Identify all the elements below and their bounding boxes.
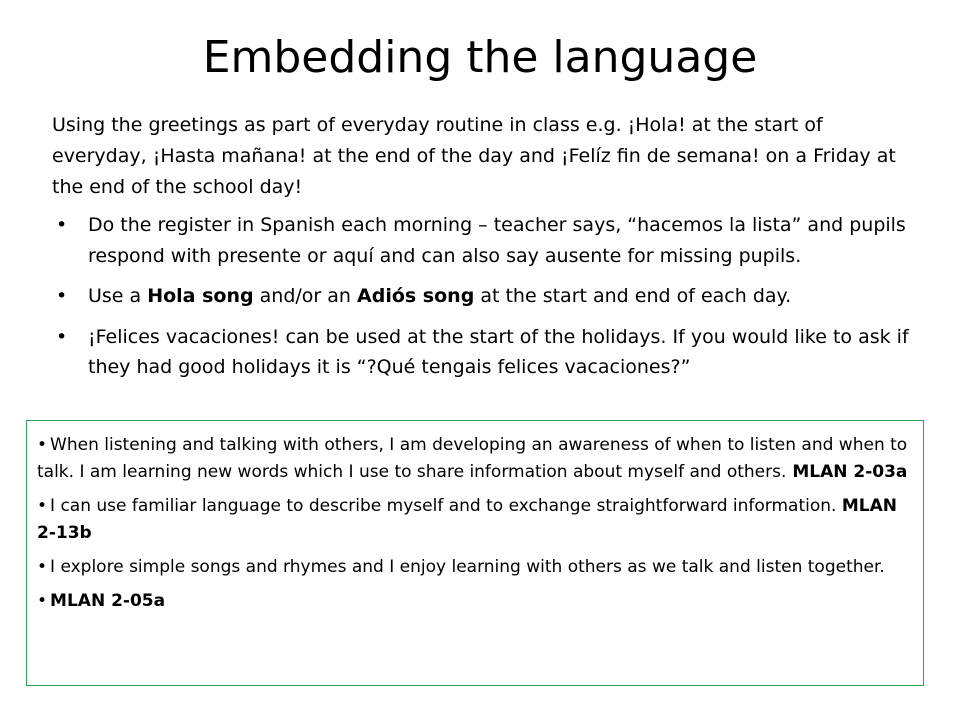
bullet-text-post: at the start and end of each day.	[474, 285, 792, 307]
bullet-icon: •	[37, 435, 48, 455]
bullet-text: ¡Felices vacaciones! can be used at the start of the holidays. If you would like to ask if they had good holidays it is “?Qué tengais felices vacaciones?”	[88, 325, 909, 378]
outcome-text: I explore simple songs and rhymes and I enjoy learning with others as we talk and listen together.	[50, 557, 885, 577]
outcome-item	[37, 493, 913, 547]
outcome-text: I can use familiar language to describe myself and to exchange straightforward information.	[50, 496, 842, 516]
outcome-item	[37, 432, 913, 486]
bullet-icon: •	[56, 325, 68, 348]
bullet-item-songs	[52, 281, 914, 312]
intro-paragraph: Using the greetings as part of everyday routine in class e.g. ¡Hola! at the start of everyday, ¡Hasta mañana! at the end of the day and ¡Felíz fin de semana! on a Friday at the end of the school day!	[52, 114, 896, 198]
outcome-code: MLAN 2-05a	[50, 591, 166, 611]
bullet-bold-hola-song: Hola song	[147, 285, 254, 307]
bullet-icon: •	[56, 285, 68, 307]
bullet-list	[52, 210, 914, 393]
outcome-text: When listening and talking with others, I am developing an awareness of when to listen and when to talk. I am learning new words which I use to share information about myself and others.	[37, 435, 908, 482]
outcome-code: MLAN 2-13b	[37, 496, 897, 543]
outcomes-box	[26, 420, 924, 686]
bullet-text-pre: Use a	[88, 285, 148, 307]
bullet-icon: •	[56, 214, 68, 236]
outcome-item	[37, 554, 913, 581]
bullet-icon: •	[37, 557, 48, 577]
outcome-code: MLAN 2-03a	[786, 462, 908, 482]
bullet-item-holidays	[52, 322, 914, 383]
bullet-text-mid: and/or an	[253, 285, 358, 307]
bullet-text: Do the register in Spanish each morning – teacher says, “hacemos la lista” and pupils respond with presente or aquí and can also say ausente for missing pupils.	[88, 214, 906, 267]
outcome-item	[37, 588, 913, 615]
bullet-icon: •	[37, 591, 48, 611]
slide-title: Embedding the language	[202, 32, 758, 83]
bullet-bold-adios-song: Adiós song	[357, 285, 475, 307]
bullet-item-register	[52, 210, 914, 271]
bullet-icon: •	[37, 496, 48, 516]
